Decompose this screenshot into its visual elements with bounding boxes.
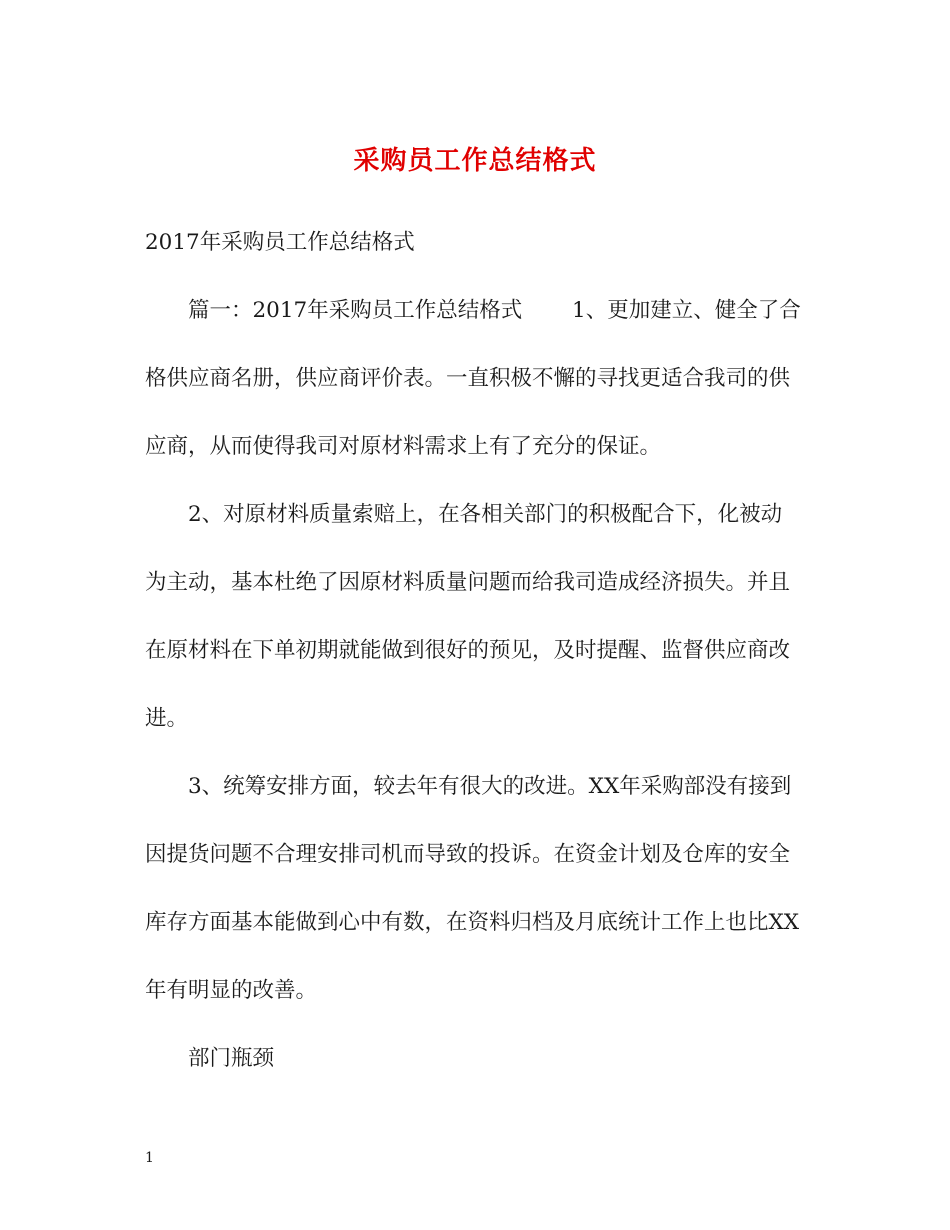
paragraph-line: 3、统筹安排方面，较去年有很大的改进。XX年采购部没有接到 <box>188 774 792 799</box>
paragraph-line: 格供应商名册，供应商评价表。一直积极不懈的寻找更适合我司的供 <box>145 366 791 391</box>
paragraph-line: 因提货问题不合理安排司机而导致的投诉。在资金计划及仓库的安全 <box>145 842 791 867</box>
page-number: 1 <box>145 1150 154 1166</box>
paragraph-line: 进。 <box>145 706 189 731</box>
paragraph-line: 应商，从而使得我司对原材料需求上有了充分的保证。 <box>145 434 662 459</box>
paragraph-line: 篇一：2017年采购员工作总结格式 1、更加建立、健全了合 <box>188 298 801 323</box>
document-body <box>145 232 805 1082</box>
paragraph-line: 为主动，基本杜绝了因原材料质量问题而给我司造成经济损失。并且 <box>145 570 791 595</box>
section-heading: 部门瓶颈 <box>188 1046 275 1071</box>
subtitle-line: 2017年采购员工作总结格式 <box>145 230 415 255</box>
document-title: 采购员工作总结格式 <box>353 146 597 176</box>
paragraph-line: 库存方面基本能做到心中有数，在资料归档及月底统计工作上也比XX <box>145 910 800 935</box>
paragraph-line: 年有明显的改善。 <box>145 978 318 1003</box>
paragraph-line: 2、对原材料质量索赔上，在各相关部门的积极配合下，化被动 <box>188 502 783 527</box>
paragraph-line: 在原材料在下单初期就能做到很好的预见，及时提醒、监督供应商改 <box>145 638 791 663</box>
